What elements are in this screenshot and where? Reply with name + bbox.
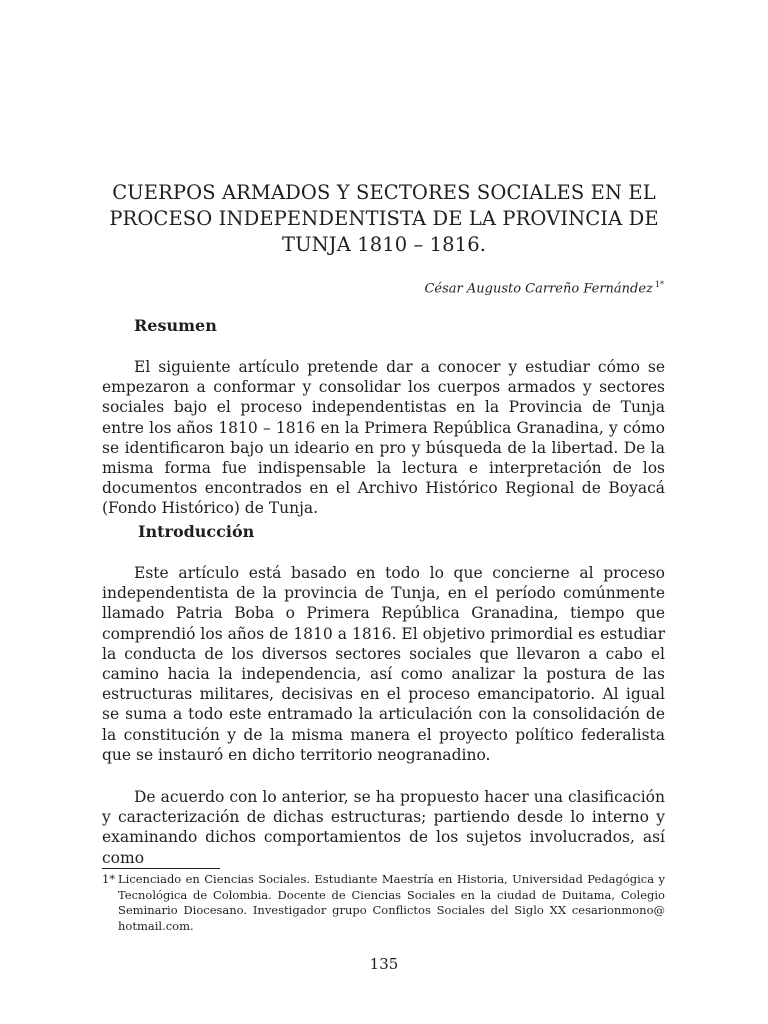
footnote-mark: 1* <box>102 872 116 886</box>
author-line <box>424 276 664 298</box>
author-footnote-mark: 1* <box>654 280 664 289</box>
author-name: César Augusto Carreño Fernández <box>424 281 653 297</box>
section-heading-resumen: Resumen <box>134 316 217 335</box>
footnote-text: Licenciado en Ciencias Sociales. Estudiante Maestría en Historia, Universidad Pedagógica y Tecnológica de Colombia. Docente de Ciencias Sociales en la ciudad de Duitama, Colegio Seminario Diocesano. Investigador grupo Conflictos Sociales del Siglo XX cesarionmono@ hotmail.com. <box>118 872 665 933</box>
abstract-paragraph: El siguiente artículo pretende dar a conocer y estudiar cómo se empezaron a conformar y consolidar los cuerpos armados y sectores sociales bajo el proceso independentistas en la Provincia de Tunja entre los años 1810 – 1816 en la Primera República Granadina, y cómo se identificaron bajo un ideario en pro y búsqueda de la libertad. De la misma forma fue indispensable la lectura e interpretación de los documentos encontrados en el Archivo Histórico Regional de Boyacá (Fondo Histórico) de Tunja. <box>102 358 665 518</box>
article-title: CUERPOS ARMADOS Y SECTORES SOCIALES EN EL PROCESO INDEPENDENTISTA DE LA PROVINCIA DE TUNJA 1810 – 1816. <box>109 181 659 256</box>
intro-paragraph-1: Este artículo está basado en todo lo que concierne al proceso independentista de la provincia de Tunja, en el período comúnmente llamado Patria Boba o Primera República Granadina, tiempo que comprendió los años de 1810 a 1816. El objetivo primordial es estudiar la conducta de los diversos sectores sociales que llevaron a cabo el camino hacia la independencia, así como analizar la postura de las estructuras militares, decisivas en el proceso emancipatorio. Al igual se suma a todo este entramado la articulación con la consolidación de la constitución y de la misma manera el proyecto político federalista que se instauró en dicho territorio neogranadino. <box>102 564 665 764</box>
intro-paragraph-2: De acuerdo con lo anterior, se ha propuesto hacer una clasificación y caracterización de dichas estructuras; partiendo desde lo interno y examinando dichos comportamientos de los sujetos involucrados, así como <box>102 788 665 867</box>
page-number: 135 <box>369 955 399 973</box>
section-heading-introduccion: Introducción <box>138 522 255 541</box>
footnote-divider <box>102 868 220 869</box>
footnote <box>102 872 665 934</box>
